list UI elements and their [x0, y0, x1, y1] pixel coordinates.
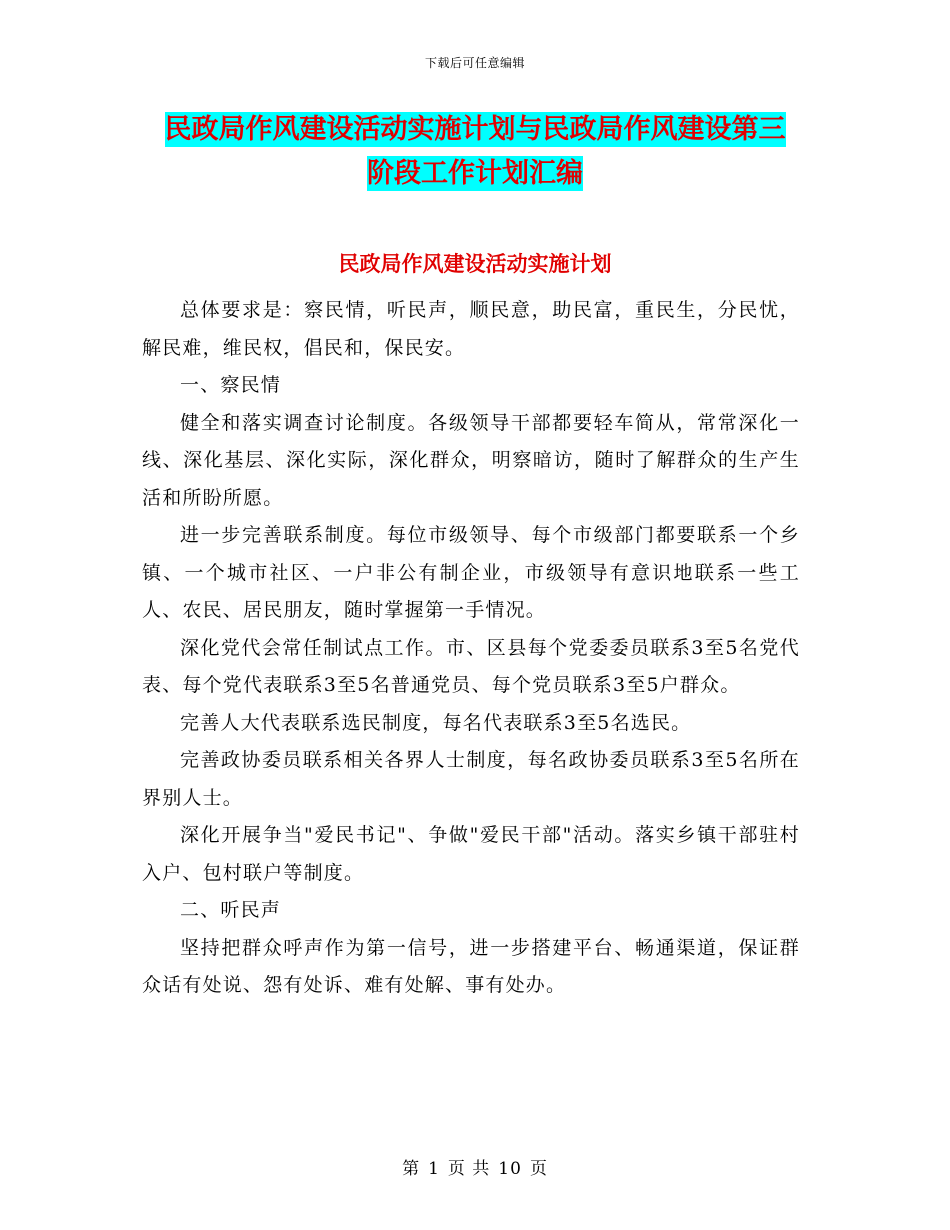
paragraph: 深化党代会常任制试点工作。市、区县每个党委委员联系3至5名党代表、每个党代表联系3至5名普通党员、每个党员联系3至5户群众。	[142, 636, 800, 696]
heading-2: 二、听民声	[180, 899, 282, 921]
paragraph: 完善政协委员联系相关各界人士制度，每名政协委员联系3至5名所在界别人士。	[142, 749, 800, 809]
footer-suffix: 页	[529, 1159, 548, 1179]
paragraph: 深化开展争当"爱民书记"、争做"爱民干部"活动。落实乡镇干部驻村入户、包村联户等制度。	[142, 824, 800, 884]
paragraph: 坚持把群众呼声作为第一信号，进一步搭建平台、畅通渠道，保证群众话有处说、怨有处诉、难有处解、事有处办。	[142, 936, 800, 996]
footer-total-pages: 10	[498, 1159, 522, 1179]
footer-middle: 页 共	[447, 1159, 491, 1179]
page-footer	[0, 1154, 950, 1179]
document-title	[0, 108, 950, 196]
heading-1: 一、察民情	[180, 374, 282, 396]
paragraph: 进一步完善联系制度。每位市级领导、每个市级部门都要联系一个乡镇、一个城市社区、一户非公有制企业，市级领导有意识地联系一些工人、农民、居民朋友，随时掌握第一手情况。	[142, 524, 800, 621]
paragraph: 总体要求是：察民情，听民声，顺民意，助民富，重民生，分民忧，解民难，维民权，倡民和，保民安。	[142, 299, 800, 359]
section-title: 民政局作风建设活动实施计划	[338, 252, 612, 276]
footer-prefix: 第	[402, 1159, 421, 1179]
paragraph: 健全和落实调查讨论制度。各级领导干部都要轻车简从，常常深化一线、深化基层、深化实际，深化群众，明察暗访，随时了解群众的生产生活和所盼所愿。	[142, 411, 800, 509]
footer-page-number: 1	[428, 1159, 440, 1179]
title-line-1: 民政局作风建设活动实施计划与民政局作风建设第三	[164, 114, 786, 145]
body-text	[142, 292, 800, 1005]
paragraph: 完善人大代表联系选民制度，每名代表联系3至5名选民。	[180, 711, 692, 734]
header-note: 下载后可任意编辑	[424, 56, 525, 70]
title-line-2: 阶段工作计划汇编	[367, 158, 583, 189]
